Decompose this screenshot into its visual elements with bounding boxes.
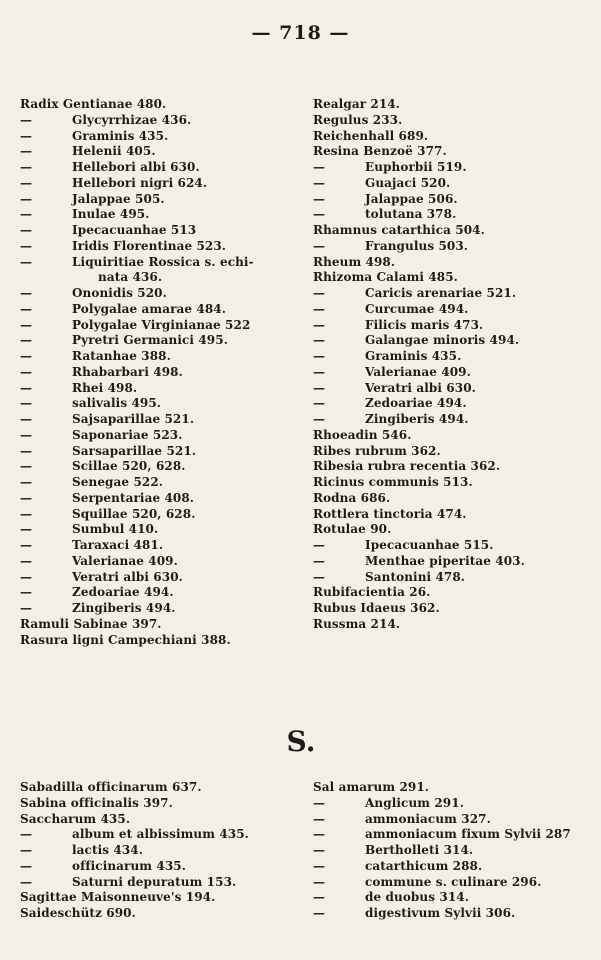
- index-entry: [313, 507, 583, 523]
- ditto-dash: —: [313, 890, 326, 905]
- index-entry: [313, 302, 583, 318]
- index-entry-text: Radix Gentianae 480.: [20, 97, 167, 111]
- index-entry: [313, 827, 583, 843]
- index-entry-text: Rhabarbari 498.: [72, 364, 183, 379]
- page-number: — 718 —: [251, 22, 350, 44]
- index-entry: [20, 859, 302, 875]
- index-entry: [20, 239, 302, 255]
- ditto-dash: —: [313, 317, 326, 332]
- index-entry-text: Jalappae 505.: [72, 191, 165, 206]
- ditto-dash: —: [313, 301, 326, 316]
- index-entry-text: Pyretri Germanici 495.: [72, 333, 228, 348]
- index-entry-text: Sumbul 410.: [72, 522, 159, 537]
- index-entry: [313, 396, 583, 412]
- index-entry-text: Rotulae 90.: [313, 522, 392, 537]
- index-entry: [20, 396, 302, 412]
- index-entry-text: Euphorbii 519.: [365, 160, 467, 174]
- index-entry: [20, 255, 302, 271]
- index-entry-text: Sabina officinalis 397.: [20, 795, 173, 810]
- index-entry: [313, 491, 583, 507]
- index-entry-text: Valerianae 409.: [72, 553, 178, 568]
- ditto-dash: —: [313, 191, 326, 206]
- index-entry-text: Resina Benzoë 377.: [313, 144, 447, 159]
- index-entry-text: Rottlera tinctoria 474.: [313, 506, 467, 521]
- index-entry-text: Ricinus communis 513.: [313, 475, 473, 489]
- index-entry: [20, 113, 302, 129]
- section-letter: S.: [286, 725, 316, 758]
- index-entry: [313, 207, 583, 223]
- index-entry: [313, 843, 583, 859]
- ditto-dash: —: [20, 443, 33, 458]
- index-entry-text: Rhoeadin 546.: [313, 427, 412, 442]
- ditto-dash: —: [313, 811, 326, 826]
- index-entry-text: Saturni depuratum 153.: [72, 874, 237, 889]
- index-entry-text: Zingiberis 494.: [365, 412, 469, 426]
- index-entry-text: Saponariae 523.: [72, 427, 183, 442]
- index-entry-text: salivalis 495.: [72, 396, 162, 411]
- index-entry: [20, 459, 302, 475]
- ditto-dash: —: [313, 160, 326, 174]
- index-entry: [313, 875, 583, 891]
- index-entry-text: Guajaci 520.: [365, 175, 451, 190]
- index-entry: [313, 538, 583, 554]
- index-entry-text: Rhamnus catarthica 504.: [313, 223, 485, 237]
- index-entry: [313, 412, 583, 428]
- index-entry-text: Rodna 686.: [313, 490, 391, 505]
- index-entry: [20, 827, 302, 843]
- index-entry: [313, 812, 583, 828]
- ditto-dash: —: [20, 238, 33, 253]
- index-entry: [313, 176, 583, 192]
- index-entry-text: Polygalae Virginianae 522: [72, 317, 251, 332]
- index-entry-text: de duobus 314.: [365, 890, 469, 905]
- ditto-dash: —: [20, 427, 33, 442]
- ditto-dash: —: [20, 601, 33, 615]
- ditto-dash: —: [313, 380, 326, 395]
- index-entry-text: Polygalae amarae 484.: [72, 301, 227, 316]
- index-entry-text: Jalappae 506.: [365, 191, 458, 206]
- index-column-left-bottom: [20, 780, 302, 922]
- index-entry-text: Sagittae Maisonneuve's 194.: [20, 890, 216, 905]
- index-entry: [313, 459, 583, 475]
- ditto-dash: —: [20, 333, 33, 348]
- index-entry-text: Saideschütz 690.: [20, 906, 136, 920]
- ditto-dash: —: [20, 538, 33, 552]
- index-entry-text: Graminis 435.: [72, 128, 169, 143]
- index-entry-text: Rubus Idaeus 362.: [313, 601, 440, 615]
- index-entry: [313, 144, 583, 160]
- index-entry-text: album et albissimum 435.: [72, 827, 249, 842]
- index-entry: [313, 129, 583, 145]
- index-entry-text: Frangulus 503.: [365, 238, 469, 253]
- index-entry-text: Sal amarum 291.: [313, 780, 430, 794]
- index-entry-text: Russma 214.: [313, 616, 401, 631]
- index-entry-text: Regulus 233.: [313, 112, 403, 127]
- index-entry-text: Valerianae 409.: [365, 364, 471, 379]
- index-entry-text: Ipecacuanhae 515.: [365, 538, 494, 552]
- ditto-dash: —: [20, 191, 33, 206]
- index-entry-text: Galangae minoris 494.: [365, 333, 520, 348]
- index-entry-text: digestivum Sylvii 306.: [365, 906, 516, 920]
- index-entry: [20, 412, 302, 428]
- index-entry: [20, 144, 302, 160]
- ditto-dash: —: [313, 333, 326, 348]
- index-entry: [20, 796, 302, 812]
- index-entry-text: Curcumae 494.: [365, 301, 469, 316]
- index-entry-text: Sajsaparillae 521.: [72, 412, 195, 426]
- ditto-dash: —: [20, 827, 33, 842]
- index-entry: [20, 570, 302, 586]
- ditto-dash: —: [20, 286, 33, 300]
- ditto-dash: —: [313, 858, 326, 873]
- index-entry: [313, 192, 583, 208]
- index-entry-text: tolutana 378.: [365, 207, 457, 222]
- ditto-dash: —: [313, 207, 326, 222]
- index-entry-text: officinarum 435.: [72, 858, 187, 873]
- index-entry-text: nata 436.: [98, 270, 163, 285]
- index-entry: [313, 859, 583, 875]
- index-entry-text: catarthicum 288.: [365, 858, 483, 873]
- ditto-dash: —: [313, 538, 326, 552]
- index-entry-text: Bertholleti 314.: [365, 843, 474, 857]
- index-entry: [313, 160, 583, 176]
- index-entry-text: Caricis arenariae 521.: [365, 286, 517, 300]
- index-entry: [313, 428, 583, 444]
- ditto-dash: —: [20, 175, 33, 190]
- index-entry-text: ammoniacum 327.: [365, 811, 491, 826]
- index-entry: [313, 554, 583, 570]
- index-entry: [313, 286, 583, 302]
- index-entry-text: Ratanhae 388.: [72, 349, 171, 363]
- index-entry-text: Rheum 498.: [313, 254, 396, 269]
- index-entry: [20, 270, 302, 286]
- index-entry: [313, 97, 583, 113]
- index-entry: [313, 780, 583, 796]
- ditto-dash: —: [313, 843, 326, 857]
- ditto-dash: —: [20, 160, 33, 174]
- ditto-dash: —: [313, 286, 326, 300]
- index-entry: [313, 270, 583, 286]
- index-entry-text: Realgar 214.: [313, 97, 401, 111]
- ditto-dash: —: [20, 317, 33, 332]
- ditto-dash: —: [20, 254, 33, 269]
- index-entry: [20, 601, 302, 617]
- ditto-dash: —: [313, 349, 326, 363]
- index-entry: [20, 192, 302, 208]
- index-entry: [313, 444, 583, 460]
- index-entry-text: Veratri albi 630.: [72, 569, 183, 584]
- index-entry-text: ammoniacum fixum Sylvii 287: [365, 827, 571, 842]
- index-entry: [20, 160, 302, 176]
- index-entry-text: commune s. culinare 296.: [365, 874, 542, 889]
- index-entry-text: Rasura ligni Campechiani 388.: [20, 632, 231, 647]
- index-entry-text: Ononidis 520.: [72, 286, 167, 300]
- index-entry: [313, 239, 583, 255]
- index-entry: [20, 491, 302, 507]
- index-entry: [313, 617, 583, 633]
- index-entry: [20, 812, 302, 828]
- index-entry: [20, 890, 302, 906]
- index-entry-text: Taraxaci 481.: [72, 538, 164, 552]
- ditto-dash: —: [20, 144, 33, 159]
- index-entry-text: Ribes rubrum 362.: [313, 443, 441, 458]
- index-entry-text: Sabadilla officinarum 637.: [20, 780, 202, 794]
- index-entry-text: Hellebori nigri 624.: [72, 175, 208, 190]
- index-entry-text: Sarsaparillae 521.: [72, 443, 197, 458]
- index-entry-text: Graminis 435.: [365, 349, 462, 363]
- index-entry: [20, 286, 302, 302]
- ditto-dash: —: [20, 364, 33, 379]
- index-entry-text: Santonini 478.: [365, 569, 466, 584]
- index-entry: [313, 796, 583, 812]
- ditto-dash: —: [20, 843, 33, 857]
- ditto-dash: —: [20, 858, 33, 873]
- index-entry: [20, 507, 302, 523]
- index-entry-text: Helenii 405.: [72, 144, 156, 159]
- ditto-dash: —: [20, 490, 33, 505]
- index-entry: [20, 333, 302, 349]
- index-entry: [313, 113, 583, 129]
- index-entry: [313, 570, 583, 586]
- index-entry: [313, 365, 583, 381]
- index-entry: [20, 349, 302, 365]
- index-entry-text: Hellebori albi 630.: [72, 160, 200, 174]
- ditto-dash: —: [313, 364, 326, 379]
- index-entry: [20, 207, 302, 223]
- index-entry: [313, 906, 583, 922]
- index-entry-text: Ipecacuanhae 513: [72, 223, 197, 237]
- index-entry-text: Liquiritiae Rossica s. echi-: [72, 254, 254, 269]
- index-entry: [20, 223, 302, 239]
- index-entry-text: Zedoariae 494.: [365, 396, 467, 411]
- index-entry: [20, 365, 302, 381]
- index-entry-text: Filicis maris 473.: [365, 317, 484, 332]
- index-entry: [313, 318, 583, 334]
- index-entry: [20, 617, 302, 633]
- index-entry-text: Veratri albi 630.: [365, 380, 476, 395]
- ditto-dash: —: [313, 553, 326, 568]
- index-entry-text: Squillae 520, 628.: [72, 506, 196, 521]
- index-entry: [313, 381, 583, 397]
- index-entry: [20, 875, 302, 891]
- ditto-dash: —: [20, 475, 33, 489]
- index-entry-text: Ramuli Sabinae 397.: [20, 616, 162, 631]
- ditto-dash: —: [20, 412, 33, 426]
- index-entry-text: Menthae piperitae 403.: [365, 553, 525, 568]
- index-entry-text: Inulae 495.: [72, 207, 150, 222]
- index-entry-text: Ribesia rubra recentia 362.: [313, 459, 501, 474]
- index-entry-text: Zingiberis 494.: [72, 601, 176, 615]
- ditto-dash: —: [313, 827, 326, 842]
- ditto-dash: —: [20, 553, 33, 568]
- index-entry-text: Rhizoma Calami 485.: [313, 270, 458, 285]
- index-entry: [313, 522, 583, 538]
- index-entry-text: lactis 434.: [72, 843, 144, 857]
- ditto-dash: —: [313, 412, 326, 426]
- ditto-dash: —: [313, 396, 326, 411]
- ditto-dash: —: [20, 459, 33, 474]
- index-column-right-top: [313, 97, 583, 633]
- index-entry: [20, 302, 302, 318]
- index-entry-text: Zedoariae 494.: [72, 585, 174, 600]
- ditto-dash: —: [20, 874, 33, 889]
- index-entry: [20, 585, 302, 601]
- ditto-dash: —: [20, 380, 33, 395]
- index-entry: [20, 475, 302, 491]
- index-entry: [313, 255, 583, 271]
- ditto-dash: —: [20, 569, 33, 584]
- index-entry: [313, 890, 583, 906]
- ditto-dash: —: [20, 301, 33, 316]
- ditto-dash: —: [313, 874, 326, 889]
- index-entry: [313, 333, 583, 349]
- index-entry: [313, 601, 583, 617]
- index-entry: [313, 349, 583, 365]
- ditto-dash: —: [313, 795, 326, 810]
- index-entry: [20, 554, 302, 570]
- ditto-dash: —: [313, 906, 326, 920]
- index-entry: [20, 522, 302, 538]
- index-entry-text: Rubifacientia 26.: [313, 585, 431, 600]
- index-entry: [20, 843, 302, 859]
- index-entry: [20, 318, 302, 334]
- index-entry-text: Senegae 522.: [72, 475, 164, 489]
- index-entry: [313, 585, 583, 601]
- index-entry-text: Anglicum 291.: [365, 795, 464, 810]
- index-entry: [20, 97, 302, 113]
- ditto-dash: —: [313, 238, 326, 253]
- index-entry-text: Rhei 498.: [72, 380, 138, 395]
- index-entry: [20, 381, 302, 397]
- index-entry-text: Iridis Florentinae 523.: [72, 238, 227, 253]
- index-entry: [20, 906, 302, 922]
- ditto-dash: —: [20, 112, 33, 127]
- index-entry-text: Reichenhall 689.: [313, 128, 429, 143]
- index-entry-text: Saccharum 435.: [20, 811, 131, 826]
- ditto-dash: —: [313, 175, 326, 190]
- index-entry-text: Scillae 520, 628.: [72, 459, 186, 474]
- index-entry: [313, 475, 583, 491]
- ditto-dash: —: [20, 128, 33, 143]
- index-entry: [20, 444, 302, 460]
- index-column-left-top: [20, 97, 302, 648]
- ditto-dash: —: [20, 223, 33, 237]
- ditto-dash: —: [20, 585, 33, 600]
- ditto-dash: —: [20, 396, 33, 411]
- index-entry: [313, 223, 583, 239]
- index-column-right-bottom: [313, 780, 583, 922]
- ditto-dash: —: [313, 569, 326, 584]
- ditto-dash: —: [20, 506, 33, 521]
- index-entry-text: Serpentariae 408.: [72, 490, 195, 505]
- index-entry: [20, 780, 302, 796]
- index-entry-text: Glycyrrhizae 436.: [72, 112, 192, 127]
- ditto-dash: —: [20, 522, 33, 537]
- index-entry: [20, 633, 302, 649]
- ditto-dash: —: [20, 349, 33, 363]
- index-entry: [20, 129, 302, 145]
- ditto-dash: —: [20, 207, 33, 222]
- index-entry: [20, 428, 302, 444]
- index-entry: [20, 538, 302, 554]
- index-entry: [20, 176, 302, 192]
